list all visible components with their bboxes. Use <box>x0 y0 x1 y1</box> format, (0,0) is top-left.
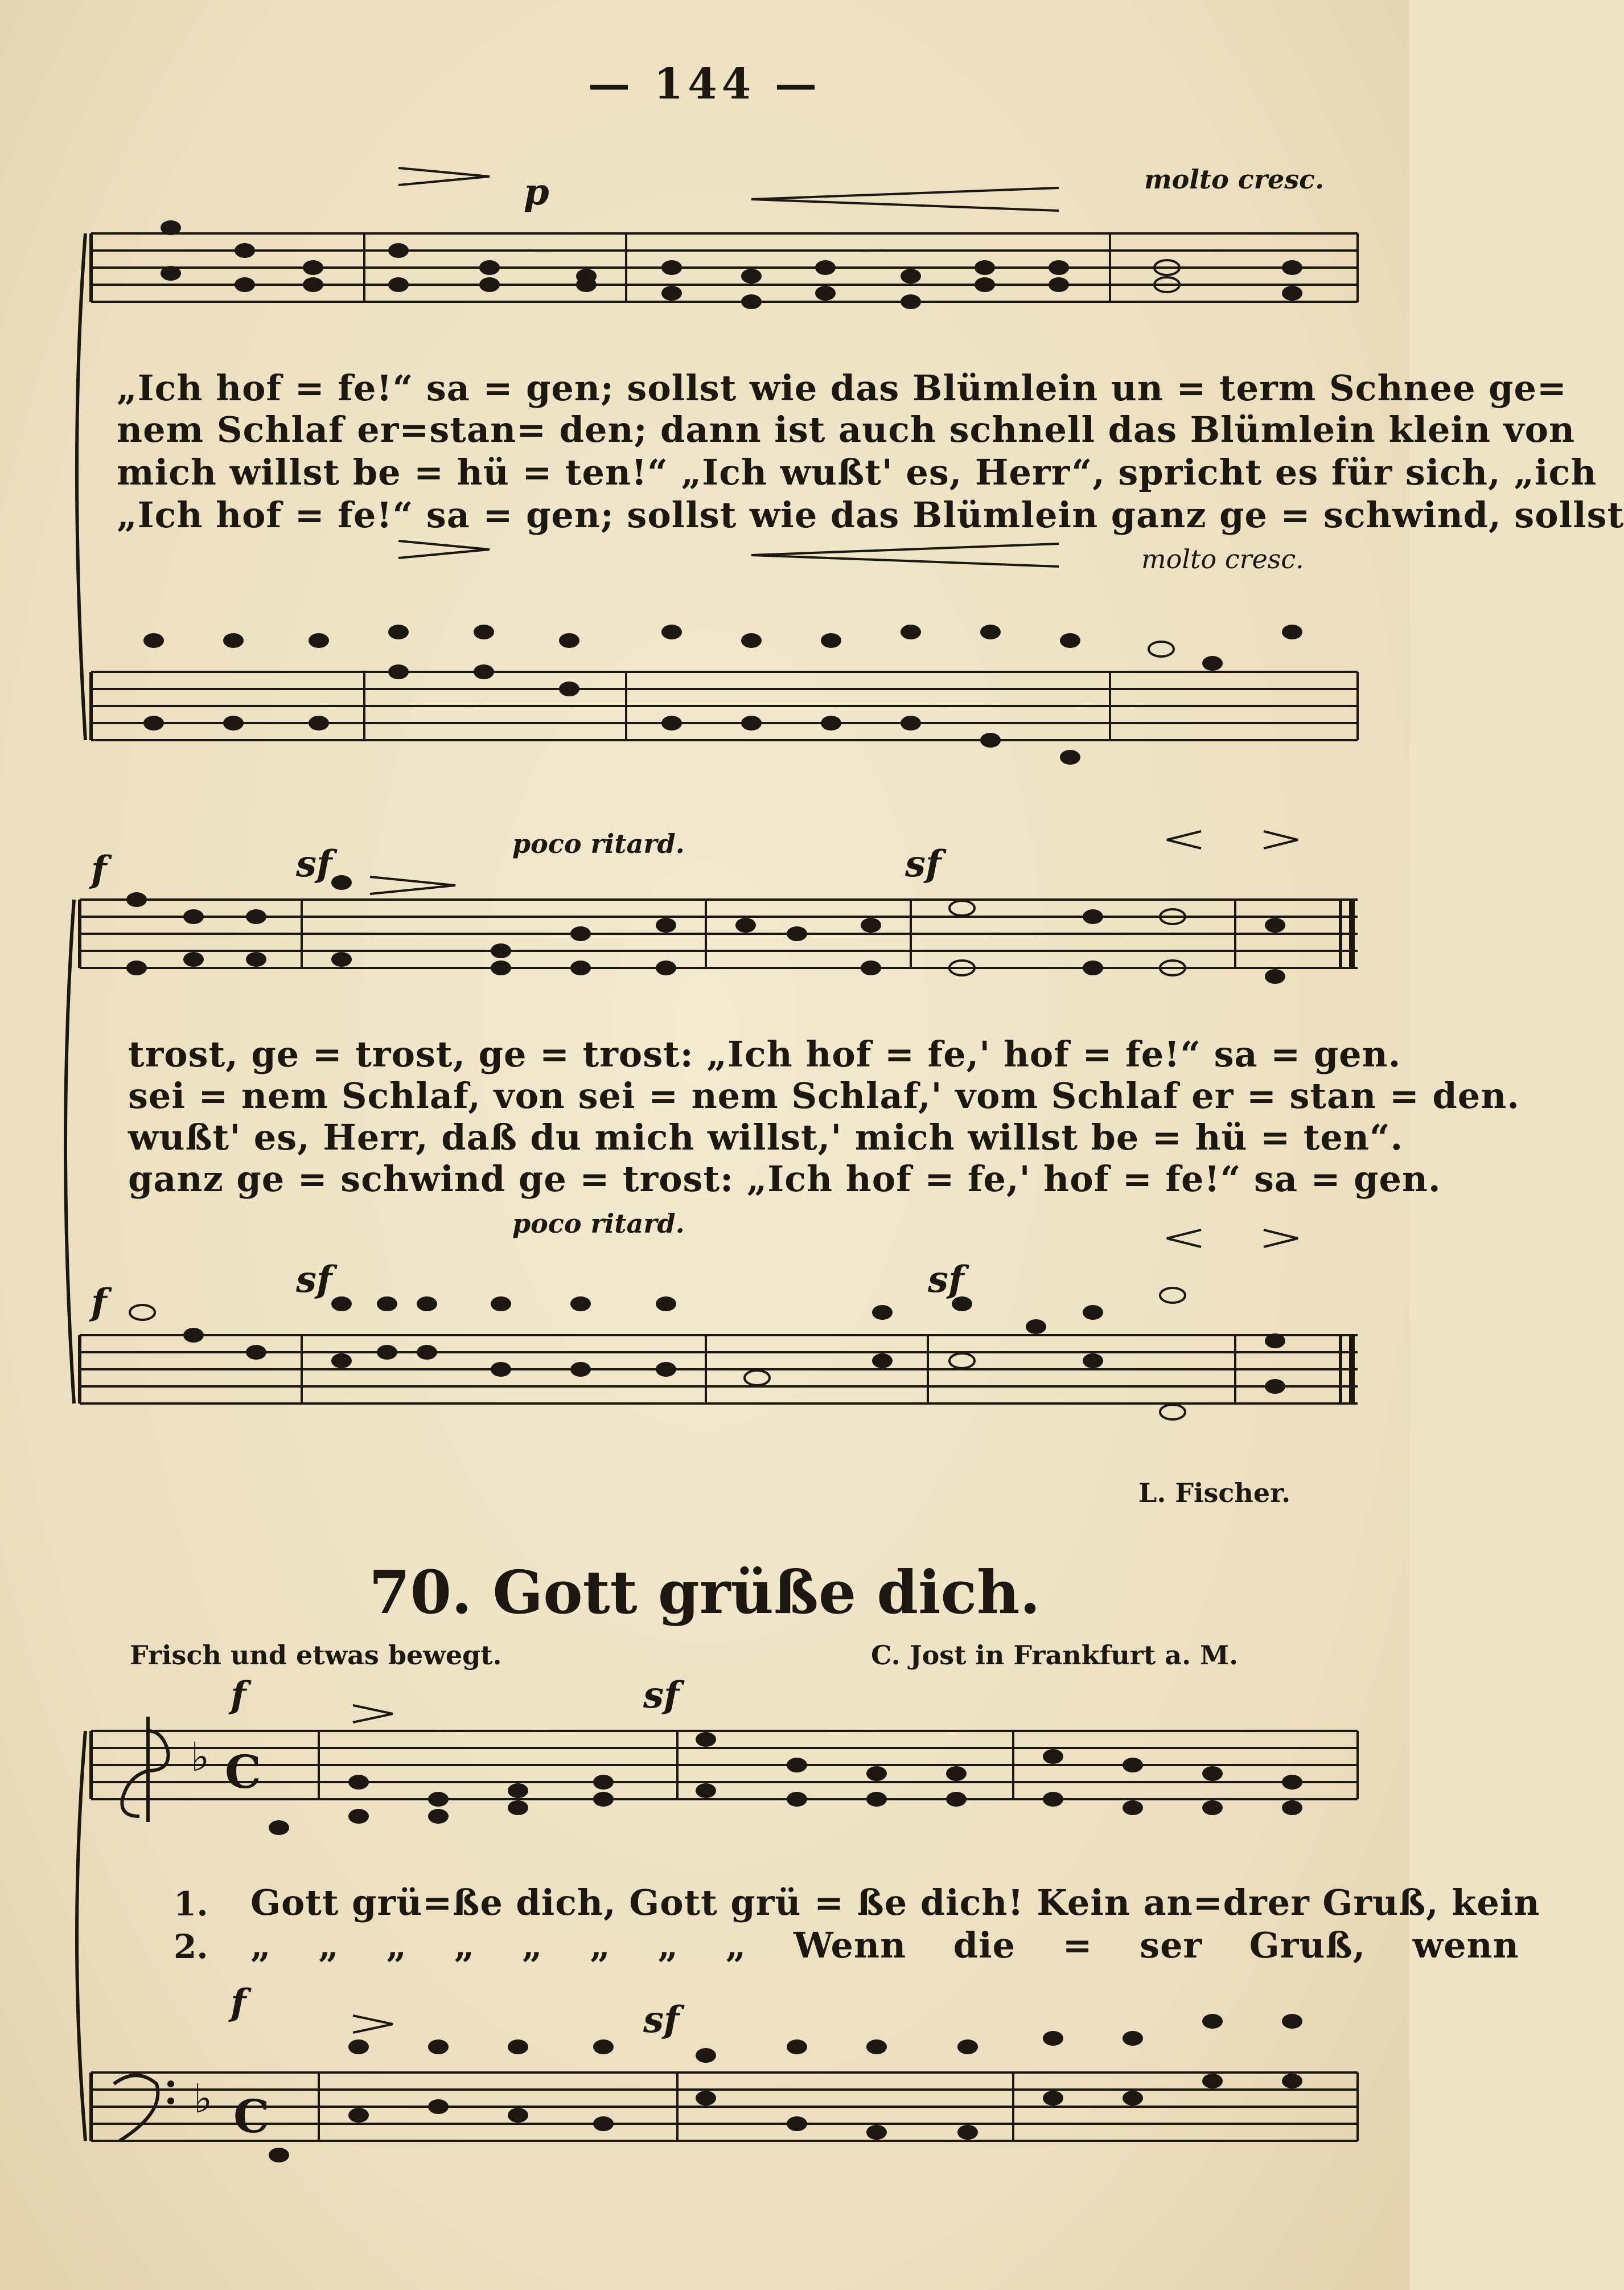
system2-lyric-1: trost, ge = trost, ge = trost: „Ich hof = fe,' hof = fe!“ sa = gen. <box>128 1033 1401 1075</box>
staff-1-bass <box>91 672 1358 740</box>
svg-text:C: C <box>233 2090 270 2143</box>
poco-ritard-bottom: poco ritard. <box>512 1208 685 1239</box>
arranger-credit: L. Fischer. <box>1138 1478 1291 1508</box>
system1-lyric-3: mich willst be = hü = ten!“ „Ich wußt' es, Herr“, spricht es für sich, „ich <box>117 452 1597 493</box>
staff-3-treble <box>91 1731 1358 1799</box>
svg-text:C: C <box>225 1745 261 1799</box>
molto-cresc-top: molto cresc. <box>1144 164 1325 195</box>
dynamic-sf-top-2: sf <box>905 843 941 885</box>
song70-dynamic-f-bottom: f <box>231 1981 246 2024</box>
verse-2-text: „ „ „ „ „ „ „ „ Wenn die = ser Gruß, wenn <box>250 1924 1519 1966</box>
svg-text:♭: ♭ <box>191 1734 210 1780</box>
svg-text:♭: ♭ <box>194 2075 213 2122</box>
verse-number: 1. <box>174 1885 208 1923</box>
tempo-marking: Frisch und etwas bewegt. <box>130 1640 502 1671</box>
verse-1-text: Gott grü=ße dich, Gott grü = ße dich! Kein an=drer Gruß, kein <box>250 1882 1540 1923</box>
staff-2-bass <box>80 1335 1358 1403</box>
song70-dynamic-sf-bottom: sf <box>643 1998 680 2041</box>
molto-cresc-bottom: molto cresc. <box>1141 544 1304 574</box>
verse-number: 2. <box>174 1927 208 1966</box>
dynamic-f-top: f <box>91 848 107 891</box>
staff-3-bass <box>91 2073 1358 2141</box>
song-title: 70. Gott grüße dich. <box>369 1557 1041 1627</box>
treble-clef <box>122 1717 168 1822</box>
system2-lyric-2: sei = nem Schlaf, von sei = nem Schlaf,' vom Schlaf er = stan = den. <box>128 1075 1520 1117</box>
composer-credit: C. Jost in Frankfurt a. M. <box>871 1640 1239 1671</box>
dynamic-p-top: p <box>524 171 549 214</box>
dynamic-sf-top-1: sf <box>296 843 332 885</box>
dynamic-sf-bottom-2: sf <box>928 1258 964 1301</box>
page-number: — 144 — <box>588 60 821 109</box>
song70-dynamic-sf-top: sf <box>643 1674 680 1717</box>
system1-lyric-1: „Ich hof = fe!“ sa = gen; sollst wie das Blümlein un = term Schnee ge= <box>117 367 1567 409</box>
system1-lyric-2: nem Schlaf er=stan= den; dann ist auch schnell das Blümlein klein von <box>117 409 1576 450</box>
song70-dynamic-f-top: f <box>231 1674 246 1717</box>
bass-clef <box>114 2075 158 2141</box>
system1-lyric-4: „Ich hof = fe!“ sa = gen; sollst wie das Blümlein ganz ge = schwind, sollst <box>117 494 1624 536</box>
system2-lyric-4: ganz ge = schwind ge = trost: „Ich hof = fe,' hof = fe!“ sa = gen. <box>128 1158 1441 1200</box>
system2-lyric-3: wußt' es, Herr, daß du mich willst,' mich willst be = hü = ten“. <box>128 1117 1404 1158</box>
dynamic-f-bottom: f <box>91 1281 107 1324</box>
poco-ritard-top: poco ritard. <box>512 828 685 859</box>
dynamic-sf-bottom-1: sf <box>296 1258 332 1301</box>
